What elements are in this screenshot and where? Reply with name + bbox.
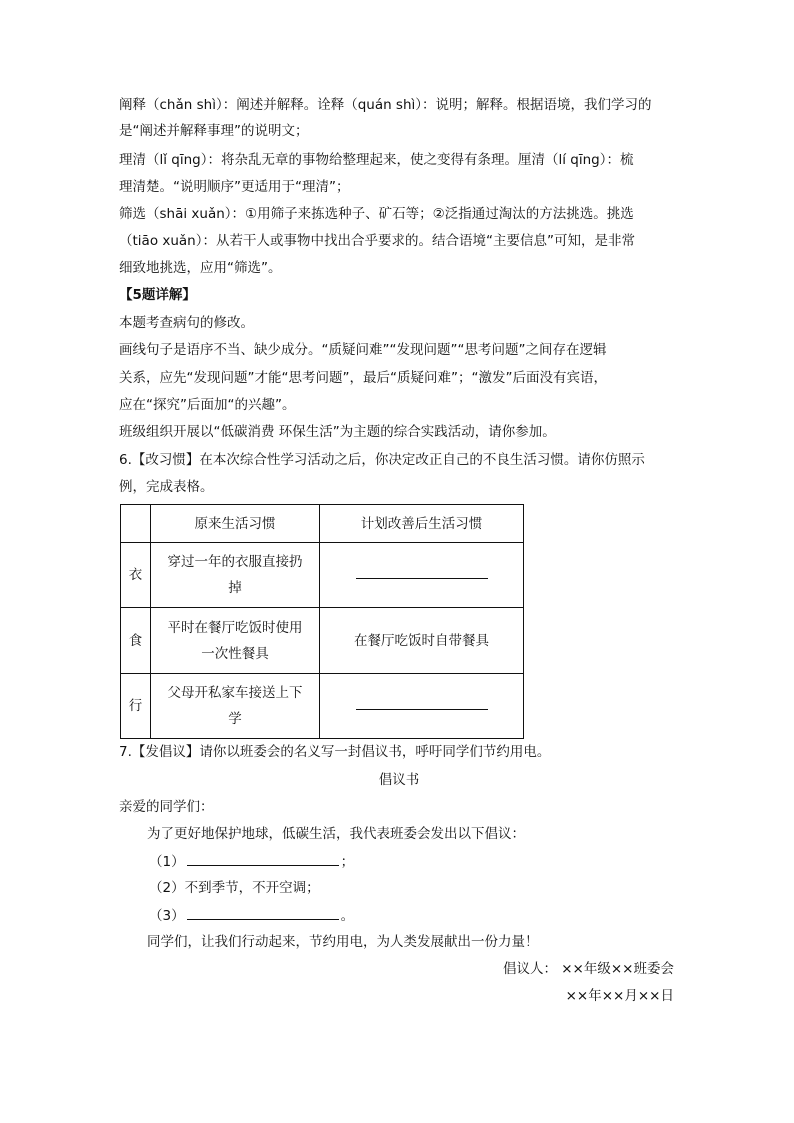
answer-line-7: 细致地挑选，应用“筛选”。 <box>119 260 282 276</box>
table-header-blank <box>121 505 151 543</box>
q5-line-4: 应在“探究”后面加“的兴趣”。 <box>119 397 296 413</box>
item-3-blank[interactable] <box>187 905 339 920</box>
table-header-original: 原来生活习惯 <box>151 505 320 543</box>
item-3-end: 。 <box>340 908 355 924</box>
row-original-habit: 父母开私家车接送上下学 <box>167 685 303 727</box>
answer-blank-clothing[interactable] <box>356 572 488 579</box>
table-header-plan: 计划改善后生活习惯 <box>320 505 524 543</box>
q6-line-1: 6.【改习惯】在本次综合性学习活动之后，你决定改正自己的不良生活习惯。请你仿照示 <box>119 452 645 468</box>
table-row <box>121 543 524 608</box>
q5-line-2: 画线句子是语序不当、缺少成分。“质疑问难”“发现问题”“思考问题”之间存在逻辑 <box>119 342 607 358</box>
answer-line-2: 是“阐述并解释事理”的说明文； <box>119 123 309 139</box>
row-original-habit: 平时在餐厅吃饭时使用一次性餐具 <box>167 619 303 662</box>
proposal-date: ××年××月××日 <box>565 988 674 1004</box>
table-row <box>121 674 524 739</box>
item-1-blank[interactable] <box>187 851 339 866</box>
habits-table <box>120 504 524 739</box>
answer-line-6: （tiāo xuǎn）：从若干人或事物中找出合乎要求的。结合语境“主要信息”可知，是非常 <box>119 233 635 249</box>
proposal-closing: 同学们，让我们行动起来，节约用电，为人类发展献出一份力量！ <box>147 934 539 950</box>
item-3-number: （3） <box>149 908 185 924</box>
row-category: 食 <box>121 608 151 674</box>
proposal-intro: 为了更好地保护地球，低碳生活，我代表班委会发出以下倡议： <box>147 826 525 842</box>
proposal-item-1 <box>149 851 709 872</box>
table-row <box>121 608 524 674</box>
q7-line-1: 7.【发倡议】请你以班委会的名义写一封倡议书，呼吁同学们节约用电。 <box>119 744 551 760</box>
row-original-habit: 穿过一年的衣服直接扔掉 <box>167 554 303 596</box>
row-plan-habit: 在餐厅吃饭时自带餐具 <box>320 608 524 674</box>
proposal-item-3 <box>149 905 709 926</box>
proposal-title: 倡议书 <box>378 772 420 788</box>
answer-line-5: 筛选（shāi xuǎn）：①用筛子来拣选种子、矿石等；②泛指通过淘汰的方法挑选。挑选 <box>119 206 634 222</box>
answer-line-3: 理清（lǐ qīng）：将杂乱无章的事物给整理起来，使之变得有条理。厘清（lí qīng）：梳 <box>119 152 634 168</box>
q5-line-5: 班级组织开展以“低碳消费 环保生活”为主题的综合实践活动，请你参加。 <box>119 424 556 440</box>
table-header-row <box>121 505 524 543</box>
item-1-number: （1） <box>149 854 185 870</box>
item-1-end: ； <box>340 854 355 870</box>
proposal-item-2: （2）不到季节，不开空调； <box>149 880 320 896</box>
proposal-signer: 倡议人： ××年级××班委会 <box>502 961 674 977</box>
answer-blank-travel[interactable] <box>356 703 488 710</box>
proposal-greeting: 亲爱的同学们： <box>119 799 214 815</box>
row-category: 衣 <box>121 543 151 608</box>
q5-line-1: 本题考查病句的修改。 <box>119 315 254 331</box>
answer-line-1: 阐释（chǎn shì）：阐述并解释。诠释（quán shì）：说明；解释。根据语境，我们学习的 <box>119 97 652 113</box>
q6-line-2: 例，完成表格。 <box>119 479 214 495</box>
answer-line-4: 理清楚。“说明顺序”更适用于“理清”； <box>119 179 350 195</box>
q5-heading: 【5题详解】 <box>119 287 196 303</box>
row-category: 行 <box>121 674 151 739</box>
q5-line-3: 关系，应先“发现问题”才能“思考问题”，最后“质疑问难”；“激发”后面没有宾语， <box>119 370 607 386</box>
